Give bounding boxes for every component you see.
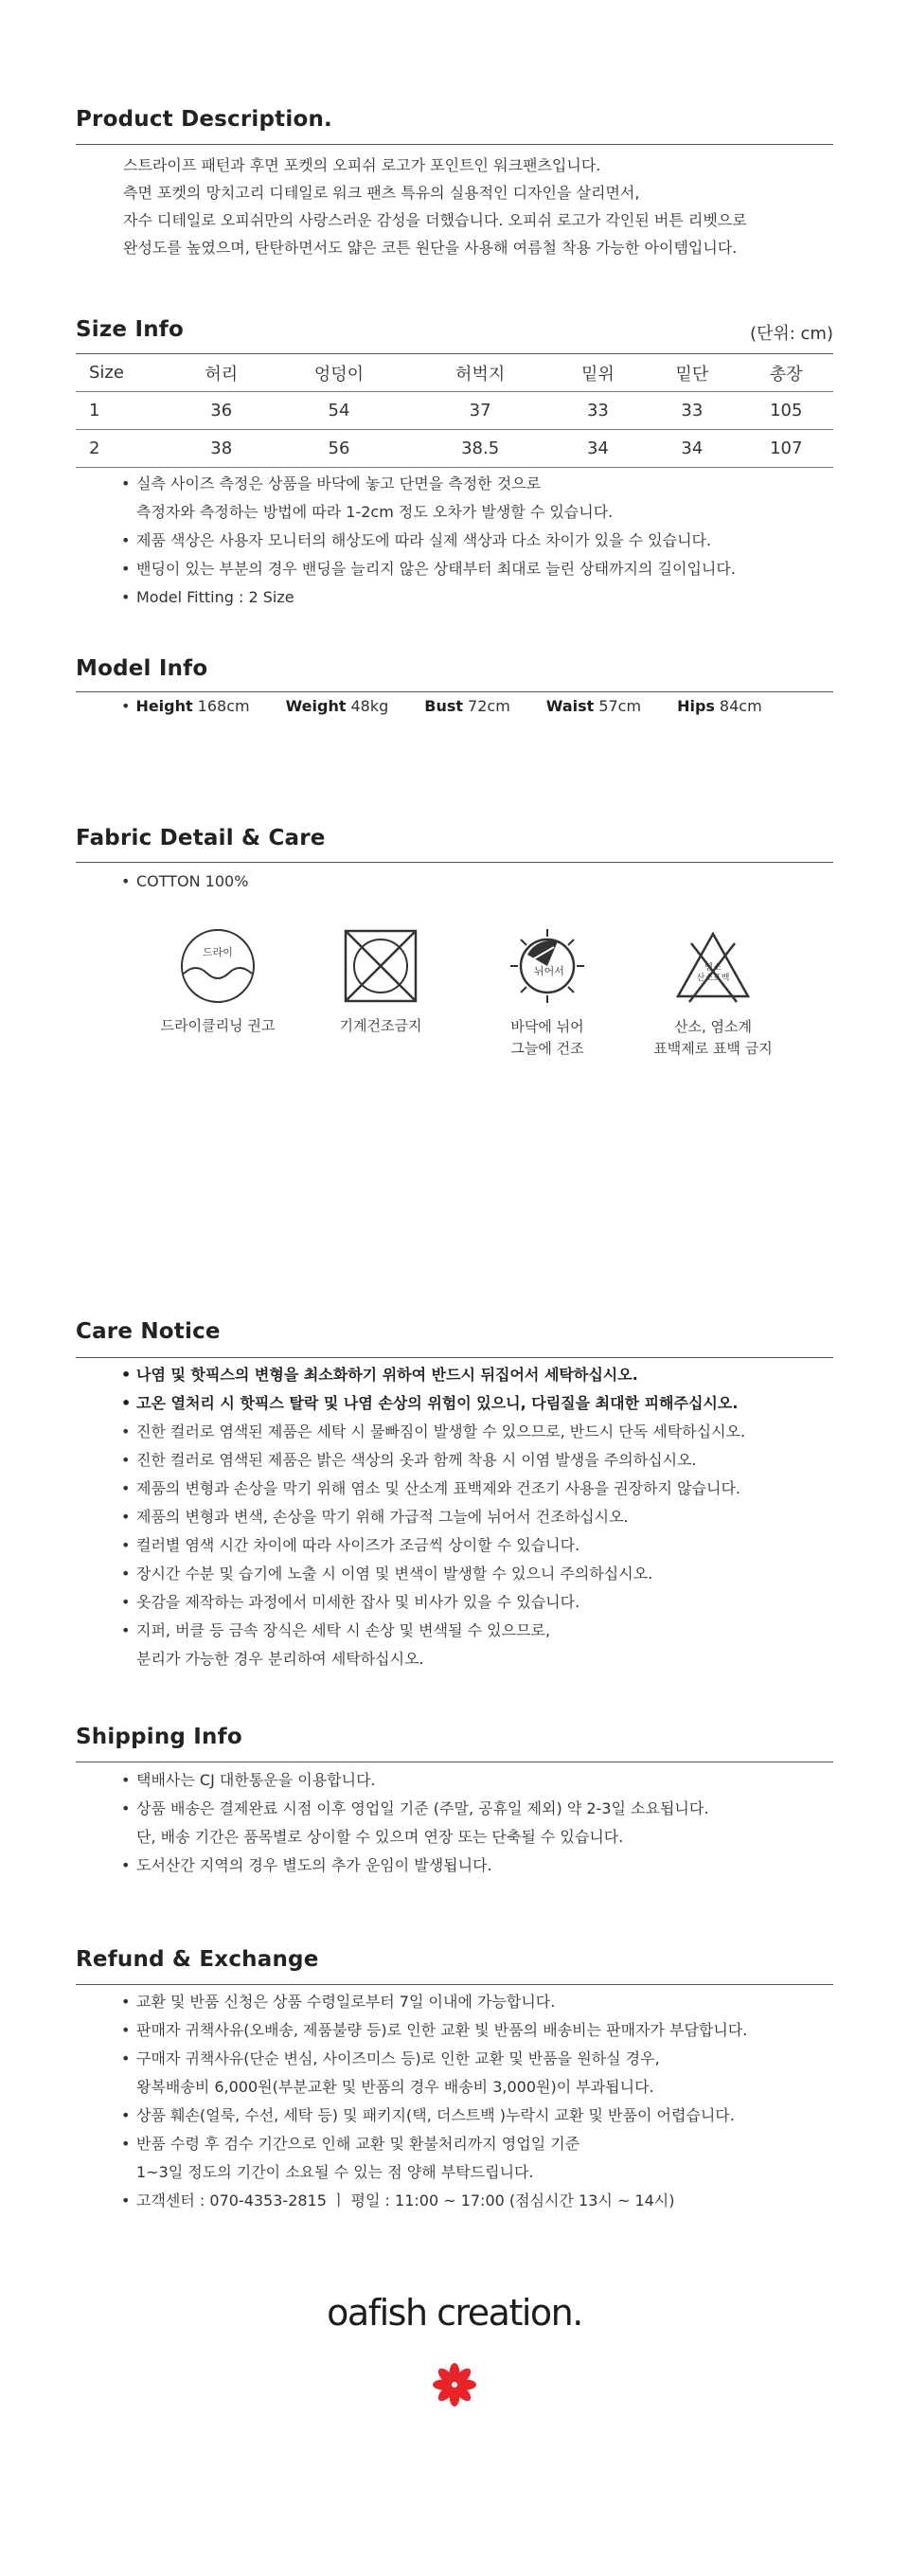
product-description-line: 측면 포켓의 망치고리 디테일로 워크 팬츠 특유의 실용적인 디자인을 살리면서, [123, 184, 640, 202]
list-item: • 구매자 귀책사유(단순 변심, 사이즈미스 등)로 인한 교환 및 반품을 원하실 경우, [121, 2045, 841, 2073]
list-item: • 장시간 수분 및 습기에 노출 시 이염 및 변색이 발생할 수 있으니 주의하십시오. [121, 1560, 841, 1588]
size-header-cell: 밑단 [645, 354, 739, 392]
brand-name: oafish creation. [327, 2292, 582, 2334]
fabric-list [121, 868, 841, 896]
size-cell: 36 [174, 392, 268, 430]
list-item: • 제품의 변형과 손상을 막기 위해 염소 및 산소계 표백제와 건조기 사용을 권장하지 않습니다. [121, 1475, 841, 1503]
list-item: • 지퍼, 버클 등 금속 장식은 세탁 시 손상 및 변색될 수 있으므로, [121, 1617, 841, 1645]
size-cell: 54 [268, 392, 409, 430]
model-bust-value: 72cm [468, 697, 510, 715]
no-bleach-icon-text: 염소 [704, 963, 722, 973]
care-item-no-bleach [628, 926, 798, 1060]
size-unit-label: (단위: cm) [749, 324, 833, 344]
size-cell: 2 [76, 430, 174, 468]
product-description-line: 완성도를 높였으며, 탄탄하면서도 얇은 코튼 원단을 사용해 여름철 착용 가능한 아이템입니다. [123, 239, 738, 257]
flat-dry-icon-text: 뉘어서 [534, 965, 564, 977]
logo-center [452, 2382, 457, 2388]
care-item-flat-dry-shade [462, 926, 633, 1060]
care-label: 바닥에 뉘어 [510, 1018, 584, 1035]
refund-exchange-title: Refund & Exchange [76, 1947, 319, 1972]
care-notice-divider [76, 1357, 833, 1358]
shipping-info-title: Shipping Info [76, 1725, 242, 1749]
size-cell: 56 [268, 430, 409, 468]
fabric-care-divider [76, 862, 833, 863]
list-item: • Model Fitting : 2 Size [121, 583, 841, 612]
care-label: 산소, 염소계 [674, 1018, 752, 1035]
model-hips-label: Hips [677, 697, 715, 715]
list-item: • 진한 컬러로 염색된 제품은 밝은 색상의 옷과 함께 착용 시 이염 발생을 주의하십시오. [121, 1446, 841, 1475]
list-item: 단, 배송 기간은 품목별로 상이할 수 있으며 연장 또는 단축될 수 있습니다. [136, 1828, 624, 1846]
model-info-title: Model Info [76, 656, 208, 681]
list-item: • 진한 컬러로 염색된 제품은 세탁 시 물빠짐이 발생할 수 있으므로, 반드시 단독 세탁하십시오. [121, 1418, 841, 1446]
list-item: • 나염 및 핫픽스의 변형을 최소화하기 위하여 반드시 뒤집어서 세탁하십시오. [121, 1361, 841, 1389]
product-description-line: 자수 디테일로 오피쉬만의 사랑스러운 감성을 더했습니다. 오피쉬 로고가 각인된 버튼 리벳으로 [123, 211, 747, 229]
no-bleach-icon-text: 산소표백 [696, 974, 730, 983]
model-info-divider [76, 691, 833, 692]
model-height-label: Height [135, 697, 193, 715]
size-cell: 38 [174, 430, 268, 468]
list-item: 측정자와 측정하는 방법에 따라 1-2cm 정도 오차가 발생할 수 있습니다. [136, 503, 614, 521]
table-row [76, 392, 833, 430]
size-header-cell: 허리 [174, 354, 268, 392]
size-header-cell: 엉덩이 [268, 354, 409, 392]
list-item: • 택배사는 CJ 대한통운을 이용합니다. [121, 1766, 841, 1795]
size-notes-list [121, 470, 841, 612]
care-notice-title: Care Notice [76, 1319, 221, 1344]
list-item: 1~3일 정도의 기간이 소요될 수 있는 점 양해 부탁드립니다. [136, 2163, 534, 2181]
size-cell: 33 [551, 392, 645, 430]
model-hips-value: 84cm [719, 697, 762, 715]
product-description-title: Product Description. [76, 107, 332, 132]
model-measurements [121, 697, 798, 715]
size-cell: 34 [551, 430, 645, 468]
list-item: • 실측 사이즈 측정은 상품을 바닥에 놓고 단면을 측정한 것으로 [121, 470, 841, 498]
list-item: • 교환 및 반품 신청은 상품 수령일로부터 7일 이내에 가능합니다. [121, 1988, 841, 2016]
fabric-composition: • COTTON 100% [121, 868, 841, 896]
fabric-care-title: Fabric Detail & Care [76, 826, 326, 850]
refund-list [121, 1988, 841, 2215]
no-bleach-icon [670, 926, 756, 1006]
table-row [76, 430, 833, 468]
bullet: • [121, 697, 131, 715]
care-item-dry-clean [133, 926, 303, 1037]
size-table [76, 354, 833, 468]
brand-flower-logo-icon [431, 2361, 478, 2408]
size-table-header-row [76, 354, 833, 392]
flat-dry-shade-icon [505, 926, 590, 1006]
model-waist-label: Waist [545, 697, 595, 715]
list-item: • 판매자 귀책사유(오배송, 제품불량 등)로 인한 교환 빛 반품의 배송비는 판매자가 부담합니다. [121, 2016, 841, 2045]
care-notice-list [121, 1361, 841, 1673]
size-cell: 1 [76, 392, 174, 430]
model-waist-value: 57cm [598, 697, 642, 715]
dry-clean-icon-text: 드라이 [203, 946, 233, 958]
refund-exchange-divider [76, 1984, 833, 1985]
model-bust-label: Bust [424, 697, 464, 715]
product-description-text [123, 152, 843, 261]
care-label: 기계건조금지 [339, 1017, 422, 1034]
list-item: • 밴딩이 있는 부분의 경우 밴딩을 늘리지 않은 상태부터 최대로 늘린 상태까지의 길이입니다. [121, 555, 841, 583]
size-cell: 33 [645, 392, 739, 430]
no-tumble-dry-icon [338, 926, 423, 1006]
list-item: • 고온 열처리 시 핫픽스 탈락 및 나염 손상의 위험이 있으니, 다림질을 최대한 피해주십시오. [121, 1389, 841, 1418]
size-cell: 34 [645, 430, 739, 468]
list-item: 왕복배송비 6,000원(부분교환 및 반품의 경우 배송비 3,000원)이 부과됩니다. [136, 2078, 654, 2096]
list-item: • 옷감을 제작하는 과정에서 미세한 잡사 및 비사가 있을 수 있습니다. [121, 1588, 841, 1617]
product-description-line: 스트라이프 패턴과 후면 포켓의 오피쉬 로고가 포인트인 워크팬츠입니다. [123, 156, 601, 174]
list-item: • 상품 배송은 결제완료 시점 이후 영업일 기준 (주말, 공휴일 제외) 약 2-3일 소요됩니다. [121, 1795, 841, 1823]
list-item: • 컬러별 염색 시간 차이에 따라 사이즈가 조금씩 상이할 수 있습니다. [121, 1531, 841, 1560]
size-header-cell: 총장 [740, 354, 833, 392]
list-item: • 도서산간 지역의 경우 별도의 추가 운임이 발생됩니다. [121, 1852, 841, 1880]
list-item: • 상품 훼손(얼룩, 수선, 세탁 등) 및 패키지(택, 더스트백 )누락시 교환 및 반품이 어렵습니다. [121, 2102, 841, 2130]
care-item-no-tumble-dry [295, 926, 466, 1037]
model-weight-label: Weight [285, 697, 347, 715]
care-label: 표백제로 표백 금지 [653, 1040, 773, 1057]
size-cell: 38.5 [410, 430, 551, 468]
size-header-cell: 허벅지 [410, 354, 551, 392]
size-cell: 37 [410, 392, 551, 430]
care-label: 그늘에 건조 [510, 1040, 584, 1057]
dry-clean-icon [175, 926, 260, 1006]
model-weight-value: 48kg [350, 697, 389, 715]
list-item: • 제품의 변형과 변색, 손상을 막기 위해 가급적 그늘에 뉘어서 건조하십시오. [121, 1503, 841, 1531]
size-cell: 107 [740, 430, 833, 468]
shipping-list [121, 1766, 841, 1880]
list-item: • 반품 수령 후 검수 기간으로 인해 교환 및 환불처리까지 영업일 기준 [121, 2130, 841, 2158]
customer-center-info: • 고객센터 : 070-4353-2815 ㅣ 평일 : 11:00 ~ 17:00 (점심시간 13시 ~ 14시) [121, 2187, 841, 2215]
list-item: 분리가 가능한 경우 분리하여 세탁하십시오. [136, 1650, 424, 1668]
size-info-title: Size Info [76, 317, 184, 342]
product-description-divider [76, 144, 833, 145]
size-cell: 105 [740, 392, 833, 430]
model-height-value: 168cm [197, 697, 250, 715]
size-header-cell: Size [76, 354, 174, 392]
care-label: 드라이클리닝 권고 [160, 1017, 276, 1034]
size-header-cell: 밑위 [551, 354, 645, 392]
list-item: • 제품 색상은 사용자 모니터의 해상도에 따라 실제 색상과 다소 차이가 있을 수 있습니다. [121, 527, 841, 555]
